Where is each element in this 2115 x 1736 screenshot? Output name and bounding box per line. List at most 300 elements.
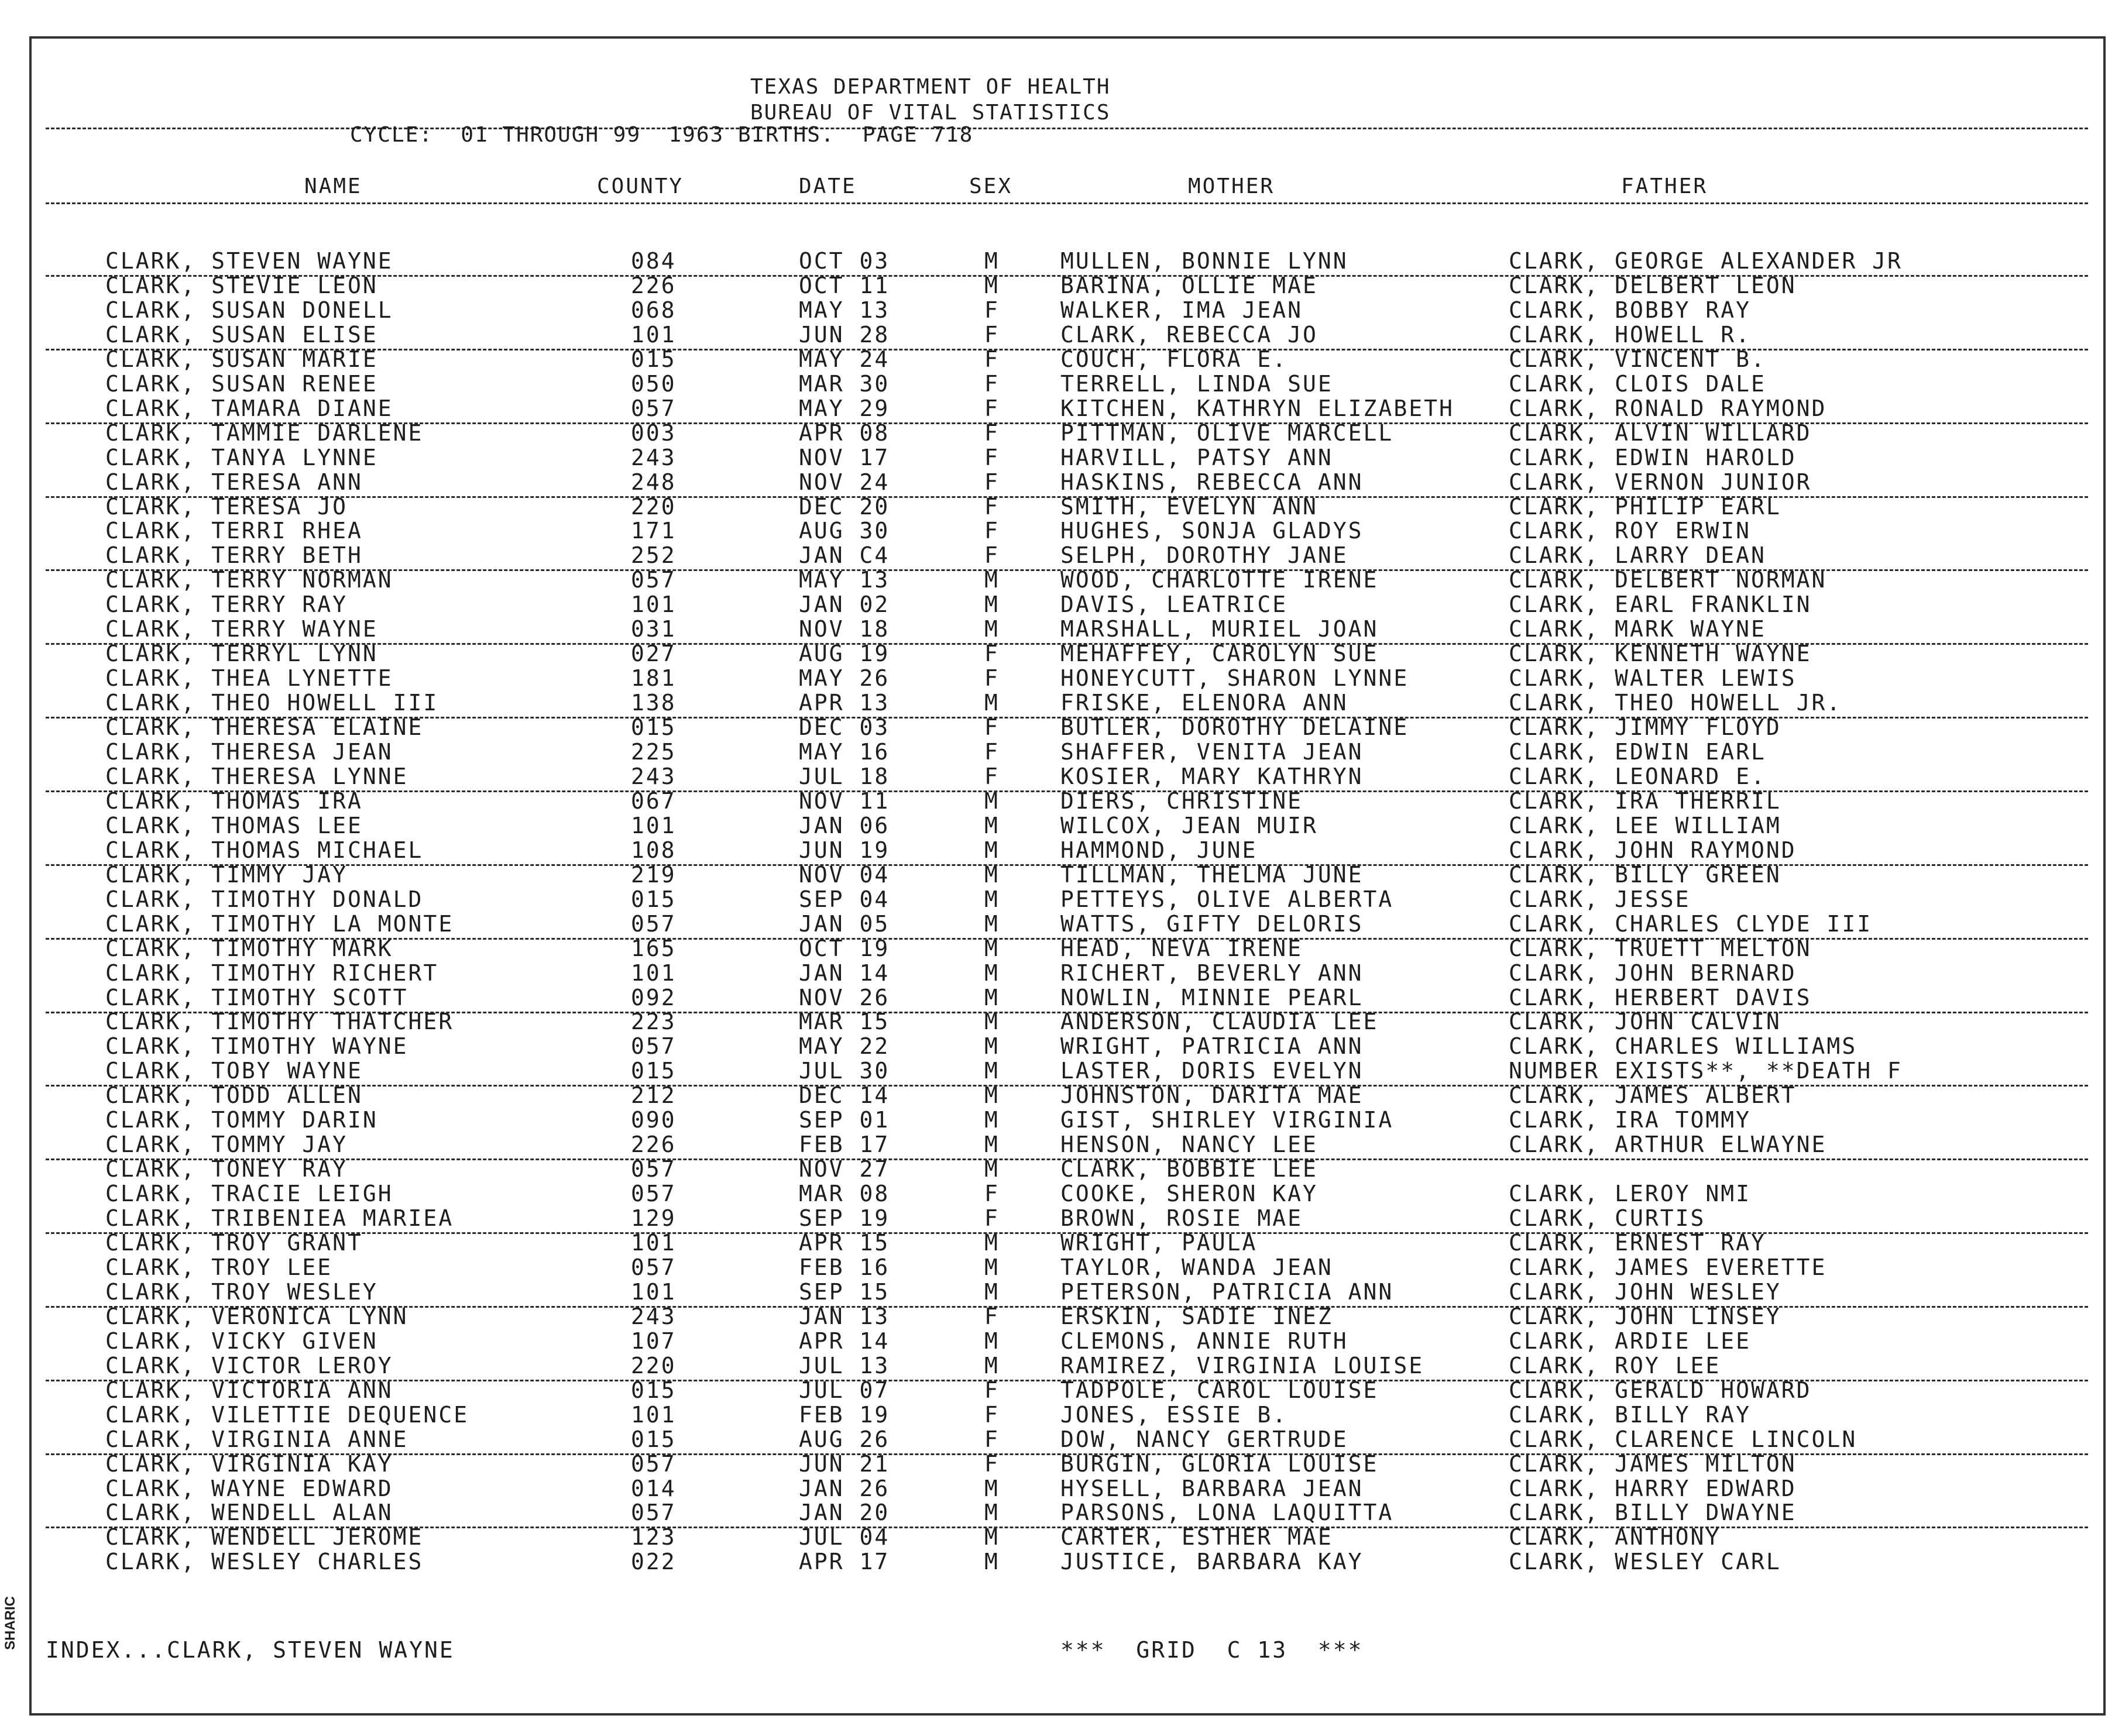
record-date: AUG 26 bbox=[799, 1426, 890, 1452]
record-name: CLARK, VICKY GIVEN bbox=[105, 1328, 378, 1354]
record-mother: ANDERSON, CLAUDIA LEE bbox=[1060, 1009, 1379, 1035]
record-sex: F bbox=[984, 1303, 1000, 1329]
record-county: 015 bbox=[631, 1058, 677, 1084]
record-row bbox=[0, 273, 2115, 298]
record-name: CLARK, WESLEY CHARLES bbox=[105, 1549, 424, 1575]
record-date: MAY 29 bbox=[799, 395, 890, 421]
record-county: 031 bbox=[631, 616, 677, 642]
record-name: CLARK, STEVIE LEON bbox=[105, 272, 378, 298]
record-row bbox=[0, 1108, 2115, 1132]
record-name: CLARK, SUSAN RENEE bbox=[105, 370, 378, 397]
record-date: MAR 15 bbox=[799, 1009, 890, 1035]
record-row bbox=[0, 1452, 2115, 1476]
record-name: CLARK, TAMARA DIANE bbox=[105, 395, 393, 421]
record-father: CLARK, ROY ERWIN bbox=[1509, 518, 1752, 544]
record-father: CLARK, JOHN BERNARD bbox=[1509, 960, 1797, 986]
record-sex: M bbox=[984, 837, 1000, 863]
record-sex: F bbox=[984, 1377, 1000, 1403]
record-father: CLARK, LEROY NMI bbox=[1509, 1181, 1752, 1207]
record-date: APR 08 bbox=[799, 420, 890, 446]
record-county: 252 bbox=[631, 542, 677, 569]
record-row bbox=[0, 1157, 2115, 1181]
record-sex: F bbox=[984, 1205, 1000, 1232]
record-name: CLARK, VIRGINIA ANNE bbox=[105, 1426, 408, 1452]
record-row bbox=[0, 1353, 2115, 1378]
record-sex: F bbox=[984, 1450, 1000, 1477]
record-father: CLARK, ARDIE LEE bbox=[1509, 1328, 1752, 1354]
record-row bbox=[0, 421, 2115, 445]
record-date: AUG 19 bbox=[799, 641, 890, 667]
record-county: 107 bbox=[631, 1328, 677, 1354]
record-father: CLARK, ARTHUR ELWAYNE bbox=[1509, 1132, 1827, 1158]
record-father: CLARK, ANTHONY bbox=[1509, 1524, 1721, 1551]
record-name: CLARK, TRACIE LEIGH bbox=[105, 1181, 393, 1207]
record-mother: HONEYCUTT, SHARON LYNNE bbox=[1060, 665, 1409, 692]
record-name: CLARK, THEA LYNETTE bbox=[105, 665, 393, 692]
record-name: CLARK, SUSAN ELISE bbox=[105, 321, 378, 348]
record-name: CLARK, TERRY BETH bbox=[105, 542, 363, 569]
record-father: CLARK, ALVIN WILLARD bbox=[1509, 420, 1812, 446]
record-county: 057 bbox=[631, 1181, 677, 1207]
record-name: CLARK, TERRY RAY bbox=[105, 592, 348, 618]
record-county: 101 bbox=[631, 592, 677, 618]
column-header-divider bbox=[46, 202, 2088, 204]
record-name: CLARK, TROY GRANT bbox=[105, 1230, 363, 1256]
record-mother: MARSHALL, MURIEL JOAN bbox=[1060, 616, 1379, 642]
record-father: CLARK, GEORGE ALEXANDER JR bbox=[1509, 248, 1903, 274]
column-header-county: COUNTY bbox=[597, 174, 684, 198]
record-county: 003 bbox=[631, 420, 677, 446]
record-name: CLARK, TIMOTHY RICHERT bbox=[105, 960, 439, 986]
record-name: CLARK, TONEY RAY bbox=[105, 1156, 348, 1182]
record-county: 108 bbox=[631, 837, 677, 863]
record-county: 123 bbox=[631, 1524, 677, 1551]
record-mother: TILLMAN, THELMA JUNE bbox=[1060, 861, 1364, 888]
record-sex: F bbox=[984, 1181, 1000, 1207]
record-father: CLARK, BILLY RAY bbox=[1509, 1401, 1752, 1428]
record-mother: TADPOLE, CAROL LOUISE bbox=[1060, 1377, 1379, 1403]
record-name: CLARK, TODD ALLEN bbox=[105, 1082, 363, 1109]
record-mother: WRIGHT, PATRICIA ANN bbox=[1060, 1033, 1364, 1060]
record-name: CLARK, VERONICA LYNN bbox=[105, 1303, 408, 1329]
record-sex: M bbox=[984, 1082, 1000, 1109]
record-county: 248 bbox=[631, 469, 677, 495]
record-sex: F bbox=[984, 739, 1000, 765]
record-row bbox=[0, 1058, 2115, 1083]
record-date: APR 15 bbox=[799, 1230, 890, 1256]
record-sex: F bbox=[984, 518, 1000, 544]
record-mother: BROWN, ROSIE MAE bbox=[1060, 1205, 1303, 1232]
side-label: SHARIC bbox=[2, 1596, 18, 1650]
record-row bbox=[0, 1132, 2115, 1157]
record-father: CLARK, HOWELL R. bbox=[1509, 321, 1752, 348]
record-mother: KITCHEN, KATHRYN ELIZABETH bbox=[1060, 395, 1454, 421]
record-name: CLARK, TROY LEE bbox=[105, 1254, 333, 1280]
record-mother: CARTER, ESTHER MAE bbox=[1060, 1524, 1333, 1551]
record-name: CLARK, WENDELL ALAN bbox=[105, 1500, 393, 1526]
record-county: 050 bbox=[631, 370, 677, 397]
record-mother: ERSKIN, SADIE INEZ bbox=[1060, 1303, 1333, 1329]
record-row bbox=[0, 568, 2115, 592]
record-mother: DAVIS, LEATRICE bbox=[1060, 592, 1288, 618]
record-county: 101 bbox=[631, 960, 677, 986]
record-row bbox=[0, 1181, 2115, 1206]
record-county: 181 bbox=[631, 665, 677, 692]
record-father: CLARK, JOHN RAYMOND bbox=[1509, 837, 1797, 863]
record-mother: CLEMONS, ANNIE RUTH bbox=[1060, 1328, 1348, 1354]
record-county: 243 bbox=[631, 763, 677, 789]
record-sex: F bbox=[984, 297, 1000, 323]
record-row bbox=[0, 470, 2115, 494]
record-sex: M bbox=[984, 690, 1000, 716]
record-mother: TERRELL, LINDA SUE bbox=[1060, 370, 1333, 397]
record-date: JUN 19 bbox=[799, 837, 890, 863]
record-name: CLARK, TERRY NORMAN bbox=[105, 567, 393, 593]
record-row bbox=[0, 1525, 2115, 1549]
record-row bbox=[0, 1255, 2115, 1280]
record-date: JUN 28 bbox=[799, 321, 890, 348]
record-father: CLARK, EARL FRANKLIN bbox=[1509, 592, 1812, 618]
record-county: 084 bbox=[631, 248, 677, 274]
record-row bbox=[0, 740, 2115, 764]
record-mother: HASKINS, REBECCA ANN bbox=[1060, 469, 1364, 495]
record-date: MAY 22 bbox=[799, 1033, 890, 1060]
record-row bbox=[0, 396, 2115, 421]
record-father: CLARK, HARRY EDWARD bbox=[1509, 1475, 1797, 1501]
record-father: CLARK, JAMES EVERETTE bbox=[1509, 1254, 1827, 1280]
record-father: CLARK, RONALD RAYMOND bbox=[1509, 395, 1827, 421]
bureau-title: BUREAU OF VITAL STATISTICS bbox=[750, 101, 1111, 125]
record-date: DEC 03 bbox=[799, 714, 890, 741]
record-date: JAN 02 bbox=[799, 592, 890, 618]
record-sex: M bbox=[984, 910, 1000, 937]
record-mother: BARINA, OLLIE MAE bbox=[1060, 272, 1318, 298]
record-county: 226 bbox=[631, 1132, 677, 1158]
record-name: CLARK, THERESA LYNNE bbox=[105, 763, 408, 789]
record-father: CLARK, EDWIN EARL bbox=[1509, 739, 1766, 765]
record-father: CLARK, JOHN LINSEY bbox=[1509, 1303, 1781, 1329]
record-sex: M bbox=[984, 812, 1000, 838]
record-sex: M bbox=[984, 1156, 1000, 1182]
record-county: 027 bbox=[631, 641, 677, 667]
record-mother: HYSELL, BARBARA JEAN bbox=[1060, 1475, 1364, 1501]
record-name: CLARK, TOBY WAYNE bbox=[105, 1058, 363, 1084]
record-name: CLARK, TERRY WAYNE bbox=[105, 616, 378, 642]
record-sex: M bbox=[984, 1475, 1000, 1501]
record-name: CLARK, TANYA LYNNE bbox=[105, 444, 378, 470]
record-father: CLARK, IRA TOMMY bbox=[1509, 1107, 1752, 1133]
record-mother: TAYLOR, WANDA JEAN bbox=[1060, 1254, 1333, 1280]
record-mother: RAMIREZ, VIRGINIA LOUISE bbox=[1060, 1352, 1424, 1379]
record-mother: RICHERT, BEVERLY ANN bbox=[1060, 960, 1364, 986]
record-row bbox=[0, 985, 2115, 1010]
record-date: OCT 19 bbox=[799, 935, 890, 961]
record-mother: SHAFFER, VENITA JEAN bbox=[1060, 739, 1364, 765]
record-mother: FRISKE, ELENORA ANN bbox=[1060, 690, 1348, 716]
cycle-line: CYCLE: 01 THROUGH 99 1963 BIRTHS. PAGE 718 bbox=[350, 123, 974, 147]
record-date: MAY 26 bbox=[799, 665, 890, 692]
record-name: CLARK, TERRI RHEA bbox=[105, 518, 363, 544]
record-father: CLARK, LEONARD E. bbox=[1509, 763, 1766, 789]
record-row bbox=[0, 764, 2115, 789]
record-sex: M bbox=[984, 861, 1000, 888]
record-county: 090 bbox=[631, 1107, 677, 1133]
record-date: APR 14 bbox=[799, 1328, 890, 1354]
record-row bbox=[0, 1549, 2115, 1574]
record-county: 057 bbox=[631, 395, 677, 421]
record-mother: PETTEYS, OLIVE ALBERTA bbox=[1060, 886, 1394, 912]
record-row bbox=[0, 1206, 2115, 1230]
record-sex: F bbox=[984, 395, 1000, 421]
record-date: JAN 05 bbox=[799, 910, 890, 937]
record-row bbox=[0, 298, 2115, 322]
record-date: FEB 19 bbox=[799, 1401, 890, 1428]
record-row bbox=[0, 862, 2115, 887]
record-county: 057 bbox=[631, 1156, 677, 1182]
record-name: CLARK, TERESA ANN bbox=[105, 469, 363, 495]
record-father: CLARK, ROY LEE bbox=[1509, 1352, 1721, 1379]
record-county: 015 bbox=[631, 1377, 677, 1403]
record-mother: HENSON, NANCY LEE bbox=[1060, 1132, 1318, 1158]
record-mother: LASTER, DORIS EVELYN bbox=[1060, 1058, 1364, 1084]
record-row bbox=[0, 518, 2115, 543]
record-mother: WOOD, CHARLOTTE IRENE bbox=[1060, 567, 1379, 593]
record-row bbox=[0, 249, 2115, 273]
record-row bbox=[0, 690, 2115, 715]
record-name: CLARK, TERESA JO bbox=[105, 493, 348, 520]
record-row bbox=[0, 1500, 2115, 1525]
record-mother: COUCH, FLORA E. bbox=[1060, 346, 1288, 372]
record-sex: M bbox=[984, 1033, 1000, 1060]
record-row bbox=[0, 1034, 2115, 1058]
record-date: JAN 20 bbox=[799, 1500, 890, 1526]
record-name: CLARK, THEO HOWELL III bbox=[105, 690, 439, 716]
record-row bbox=[0, 641, 2115, 666]
record-row bbox=[0, 322, 2115, 347]
record-date: SEP 15 bbox=[799, 1278, 890, 1305]
record-name: CLARK, TIMOTHY MARK bbox=[105, 935, 393, 961]
record-father: NUMBER EXISTS**, **DEATH F bbox=[1509, 1058, 1903, 1084]
record-father: CLARK, MARK WAYNE bbox=[1509, 616, 1766, 642]
record-county: 057 bbox=[631, 910, 677, 937]
record-name: CLARK, VICTOR LEROY bbox=[105, 1352, 393, 1379]
record-sex: M bbox=[984, 616, 1000, 642]
record-date: NOV 24 bbox=[799, 469, 890, 495]
record-sex: M bbox=[984, 1524, 1000, 1551]
record-county: 226 bbox=[631, 272, 677, 298]
record-sex: M bbox=[984, 935, 1000, 961]
record-mother: JUSTICE, BARBARA KAY bbox=[1060, 1549, 1364, 1575]
record-sex: F bbox=[984, 714, 1000, 741]
record-name: CLARK, SUSAN MARIE bbox=[105, 346, 378, 372]
record-mother: BURGIN, GLORIA LOUISE bbox=[1060, 1450, 1379, 1477]
record-date: JUL 18 bbox=[799, 763, 890, 789]
record-name: CLARK, VICTORIA ANN bbox=[105, 1377, 393, 1403]
record-date: JAN 06 bbox=[799, 812, 890, 838]
record-sex: M bbox=[984, 1230, 1000, 1256]
record-father: CLARK, CHARLES CLYDE III bbox=[1509, 910, 1873, 937]
record-sex: F bbox=[984, 420, 1000, 446]
record-sex: F bbox=[984, 641, 1000, 667]
record-sex: M bbox=[984, 1009, 1000, 1035]
record-county: 057 bbox=[631, 1033, 677, 1060]
record-sex: M bbox=[984, 1107, 1000, 1133]
index-footer: INDEX...CLARK, STEVEN WAYNE bbox=[46, 1637, 455, 1663]
record-row bbox=[0, 887, 2115, 912]
record-county: 101 bbox=[631, 1401, 677, 1428]
record-name: CLARK, TIMOTHY SCOTT bbox=[105, 984, 408, 1010]
record-mother: PITTMAN, OLIVE MARCELL bbox=[1060, 420, 1394, 446]
record-date: MAR 30 bbox=[799, 370, 890, 397]
record-father: CLARK, JAMES ALBERT bbox=[1509, 1082, 1797, 1109]
record-name: CLARK, TOMMY DARIN bbox=[105, 1107, 378, 1133]
record-row bbox=[0, 912, 2115, 936]
record-father: CLARK, HERBERT DAVIS bbox=[1509, 984, 1812, 1010]
column-header-mother: MOTHER bbox=[1188, 174, 1275, 198]
record-row bbox=[0, 347, 2115, 372]
record-sex: M bbox=[984, 1254, 1000, 1280]
record-father: CLARK, WESLEY CARL bbox=[1509, 1549, 1781, 1575]
record-mother: JOHNSTON, DARITA MAE bbox=[1060, 1082, 1364, 1109]
record-mother: NOWLIN, MINNIE PEARL bbox=[1060, 984, 1364, 1010]
record-father: CLARK, TRUETT MELTON bbox=[1509, 935, 1812, 961]
record-county: 171 bbox=[631, 518, 677, 544]
record-county: 067 bbox=[631, 788, 677, 814]
record-name: CLARK, THERESA JEAN bbox=[105, 739, 393, 765]
record-name: CLARK, TIMMY JAY bbox=[105, 861, 348, 888]
record-county: 057 bbox=[631, 1254, 677, 1280]
record-county: 243 bbox=[631, 444, 677, 470]
record-sex: M bbox=[984, 1549, 1000, 1575]
record-mother: PETERSON, PATRICIA ANN bbox=[1060, 1278, 1394, 1305]
record-row bbox=[0, 1427, 2115, 1452]
record-mother: PARSONS, LONA LAQUITTA bbox=[1060, 1500, 1394, 1526]
record-name: CLARK, VILETTIE DEQUENCE bbox=[105, 1401, 469, 1428]
record-row bbox=[0, 789, 2115, 813]
record-row bbox=[0, 961, 2115, 985]
record-date: AUG 30 bbox=[799, 518, 890, 544]
record-row bbox=[0, 1230, 2115, 1255]
record-sex: F bbox=[984, 665, 1000, 692]
record-county: 220 bbox=[631, 493, 677, 520]
record-mother: HUGHES, SONJA GLADYS bbox=[1060, 518, 1364, 544]
grid-footer: *** GRID C 13 *** bbox=[1060, 1637, 1364, 1663]
record-name: CLARK, TOMMY JAY bbox=[105, 1132, 348, 1158]
record-father: CLARK, PHILIP EARL bbox=[1509, 493, 1781, 520]
record-row bbox=[0, 372, 2115, 396]
record-name: CLARK, WAYNE EDWARD bbox=[105, 1475, 393, 1501]
record-county: 138 bbox=[631, 690, 677, 716]
record-date: NOV 04 bbox=[799, 861, 890, 888]
record-mother: HARVILL, PATSY ANN bbox=[1060, 444, 1333, 470]
record-mother: BUTLER, DOROTHY DELAINE bbox=[1060, 714, 1409, 741]
record-date: MAY 24 bbox=[799, 346, 890, 372]
record-father: CLARK, BOBBY RAY bbox=[1509, 297, 1752, 323]
record-sex: M bbox=[984, 272, 1000, 298]
record-father: CLARK, CURTIS bbox=[1509, 1205, 1706, 1232]
record-county: 101 bbox=[631, 1278, 677, 1305]
record-mother: DOW, NANCY GERTRUDE bbox=[1060, 1426, 1348, 1452]
record-sex: M bbox=[984, 1278, 1000, 1305]
record-mother: GIST, SHIRLEY VIRGINIA bbox=[1060, 1107, 1394, 1133]
record-father: CLARK, LEE WILLIAM bbox=[1509, 812, 1781, 838]
record-father: CLARK, JOHN CALVIN bbox=[1509, 1009, 1781, 1035]
record-sex: M bbox=[984, 1058, 1000, 1084]
record-mother: COOKE, SHERON KAY bbox=[1060, 1181, 1318, 1207]
record-row bbox=[0, 494, 2115, 519]
record-mother: KOSIER, MARY KATHRYN bbox=[1060, 763, 1364, 789]
record-sex: M bbox=[984, 567, 1000, 593]
record-date: JAN C4 bbox=[799, 542, 890, 569]
record-county: 101 bbox=[631, 321, 677, 348]
record-father: CLARK, WALTER LEWIS bbox=[1509, 665, 1797, 692]
record-row bbox=[0, 1280, 2115, 1304]
record-mother: MULLEN, BONNIE LYNN bbox=[1060, 248, 1348, 274]
record-county: 015 bbox=[631, 1426, 677, 1452]
record-county: 101 bbox=[631, 812, 677, 838]
record-name: CLARK, TIMOTHY THATCHER bbox=[105, 1009, 454, 1035]
record-father: CLARK, JESSE bbox=[1509, 886, 1691, 912]
record-date: JUL 04 bbox=[799, 1524, 890, 1551]
record-name: CLARK, TAMMIE DARLENE bbox=[105, 420, 424, 446]
record-father: CLARK, VINCENT B. bbox=[1509, 346, 1766, 372]
record-father: CLARK, BILLY DWAYNE bbox=[1509, 1500, 1797, 1526]
record-name: CLARK, STEVEN WAYNE bbox=[105, 248, 393, 274]
record-county: 014 bbox=[631, 1475, 677, 1501]
record-mother: JONES, ESSIE B. bbox=[1060, 1401, 1288, 1428]
record-name: CLARK, TROY WESLEY bbox=[105, 1278, 378, 1305]
record-sex: F bbox=[984, 1426, 1000, 1452]
record-father: CLARK, CHARLES WILLIAMS bbox=[1509, 1033, 1858, 1060]
record-date: FEB 16 bbox=[799, 1254, 890, 1280]
record-sex: F bbox=[984, 321, 1000, 348]
record-sex: F bbox=[984, 763, 1000, 789]
record-father: CLARK, THEO HOWELL JR. bbox=[1509, 690, 1842, 716]
record-mother: WRIGHT, PAULA bbox=[1060, 1230, 1258, 1256]
record-date: JUN 21 bbox=[799, 1450, 890, 1477]
record-date: NOV 26 bbox=[799, 984, 890, 1010]
record-sex: M bbox=[984, 1500, 1000, 1526]
record-date: SEP 19 bbox=[799, 1205, 890, 1232]
record-county: 068 bbox=[631, 297, 677, 323]
record-date: SEP 01 bbox=[799, 1107, 890, 1133]
record-date: JAN 26 bbox=[799, 1475, 890, 1501]
record-date: MAY 16 bbox=[799, 739, 890, 765]
record-father: CLARK, DELBERT LEON bbox=[1509, 272, 1797, 298]
record-father: CLARK, ERNEST RAY bbox=[1509, 1230, 1766, 1256]
record-sex: M bbox=[984, 248, 1000, 274]
record-father: CLARK, BILLY GREEN bbox=[1509, 861, 1781, 888]
record-row bbox=[0, 813, 2115, 838]
record-row bbox=[0, 1009, 2115, 1034]
record-date: APR 17 bbox=[799, 1549, 890, 1575]
record-county: 057 bbox=[631, 567, 677, 593]
column-header-name: NAME bbox=[304, 174, 362, 198]
record-mother: HAMMOND, JUNE bbox=[1060, 837, 1258, 863]
record-date: MAY 13 bbox=[799, 297, 890, 323]
record-row bbox=[0, 936, 2115, 961]
record-date: FEB 17 bbox=[799, 1132, 890, 1158]
record-date: OCT 03 bbox=[799, 248, 890, 274]
department-title: TEXAS DEPARTMENT OF HEALTH bbox=[750, 75, 1111, 99]
record-sex: M bbox=[984, 984, 1000, 1010]
record-name: CLARK, TIMOTHY DONALD bbox=[105, 886, 424, 912]
record-father: CLARK, VERNON JUNIOR bbox=[1509, 469, 1812, 495]
record-date: JUL 13 bbox=[799, 1352, 890, 1379]
record-row bbox=[0, 1329, 2115, 1353]
record-county: 015 bbox=[631, 346, 677, 372]
record-county: 101 bbox=[631, 1230, 677, 1256]
